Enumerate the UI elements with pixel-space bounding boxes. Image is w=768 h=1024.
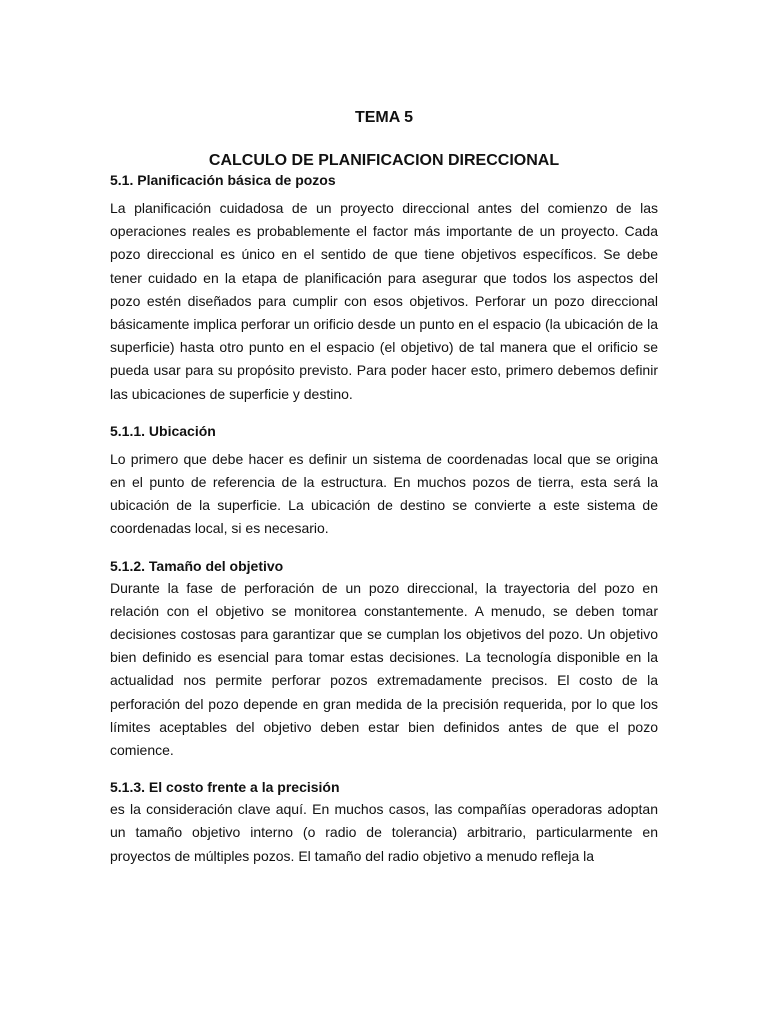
section-body-5-1-2: Durante la fase de perforación de un pozo direccional, la trayectoria del pozo en relación con el objetivo se monitorea constantemente. A menudo, se deben tomar decisiones costosas para garantizar que se cumplan los objetivos del pozo. Un objetivo bien definido es esencial para tomar estas decisiones. La tecnología disponible en la actualidad nos permite perforar pozos extremadamente precisos. El costo de la perforación del pozo depende en gran medida de la precisión requerida, por lo que los límites aceptables del objetivo deben estar bien definidos antes de que el pozo comience. [110,579,658,759]
page-content [110,108,658,868]
section-body-5-1-3: es la consideración clave aquí. En muchos casos, las compañías operadoras adoptan un tamaño objetivo interno (o radio de tolerancia) arbitrario, particularmente en proyectos de múltiples pozos. El tamaño del radio objetivo a menudo refleja la [110,801,658,864]
section-body-5-1: La planificación cuidadosa de un proyecto direccional antes del comienzo de las operaciones reales es probablemente el factor más importante de un proyecto. Cada pozo direccional es único en el sentido de que tiene objetivos específicos. Se debe tener cuidado en la etapa de planificación para asegurar que todos los aspectos del pozo estén diseñados para cumplir con esos objetivos. Perforar un pozo direccional básicamente implica perforar un orificio desde un punto en el espacio (la ubicación de la superficie) hasta otro punto en el espacio (el objetivo) de tal manera que el orificio se pueda usar para su propósito previsto. Para poder hacer esto, primero debemos definir las ubicaciones de superficie y destino. [110,200,658,402]
section-body-5-1-1: Lo primero que debe hacer es definir un sistema de coordenadas local que se origina en el punto de referencia de la estructura. En muchos pozos de tierra, esta será la ubicación de la superficie. La ubicación de destino se convierte a este sistema de coordenadas local, si es necesario. [110,450,658,537]
document-title: CALCULO DE PLANIFICACION DIRECCIONAL [208,152,560,169]
section-heading-5-1-3: 5.1.3. El costo frente a la precisión [110,779,340,796]
section-heading-5-1: 5.1. Planificación básica de pozos [110,172,336,188]
section-heading-5-1-1: 5.1.1. Ubicación [110,422,216,439]
chapter-number: TEMA 5 [354,109,414,126]
section-heading-5-1-2: 5.1.2. Tamaño del objetivo [110,557,284,574]
